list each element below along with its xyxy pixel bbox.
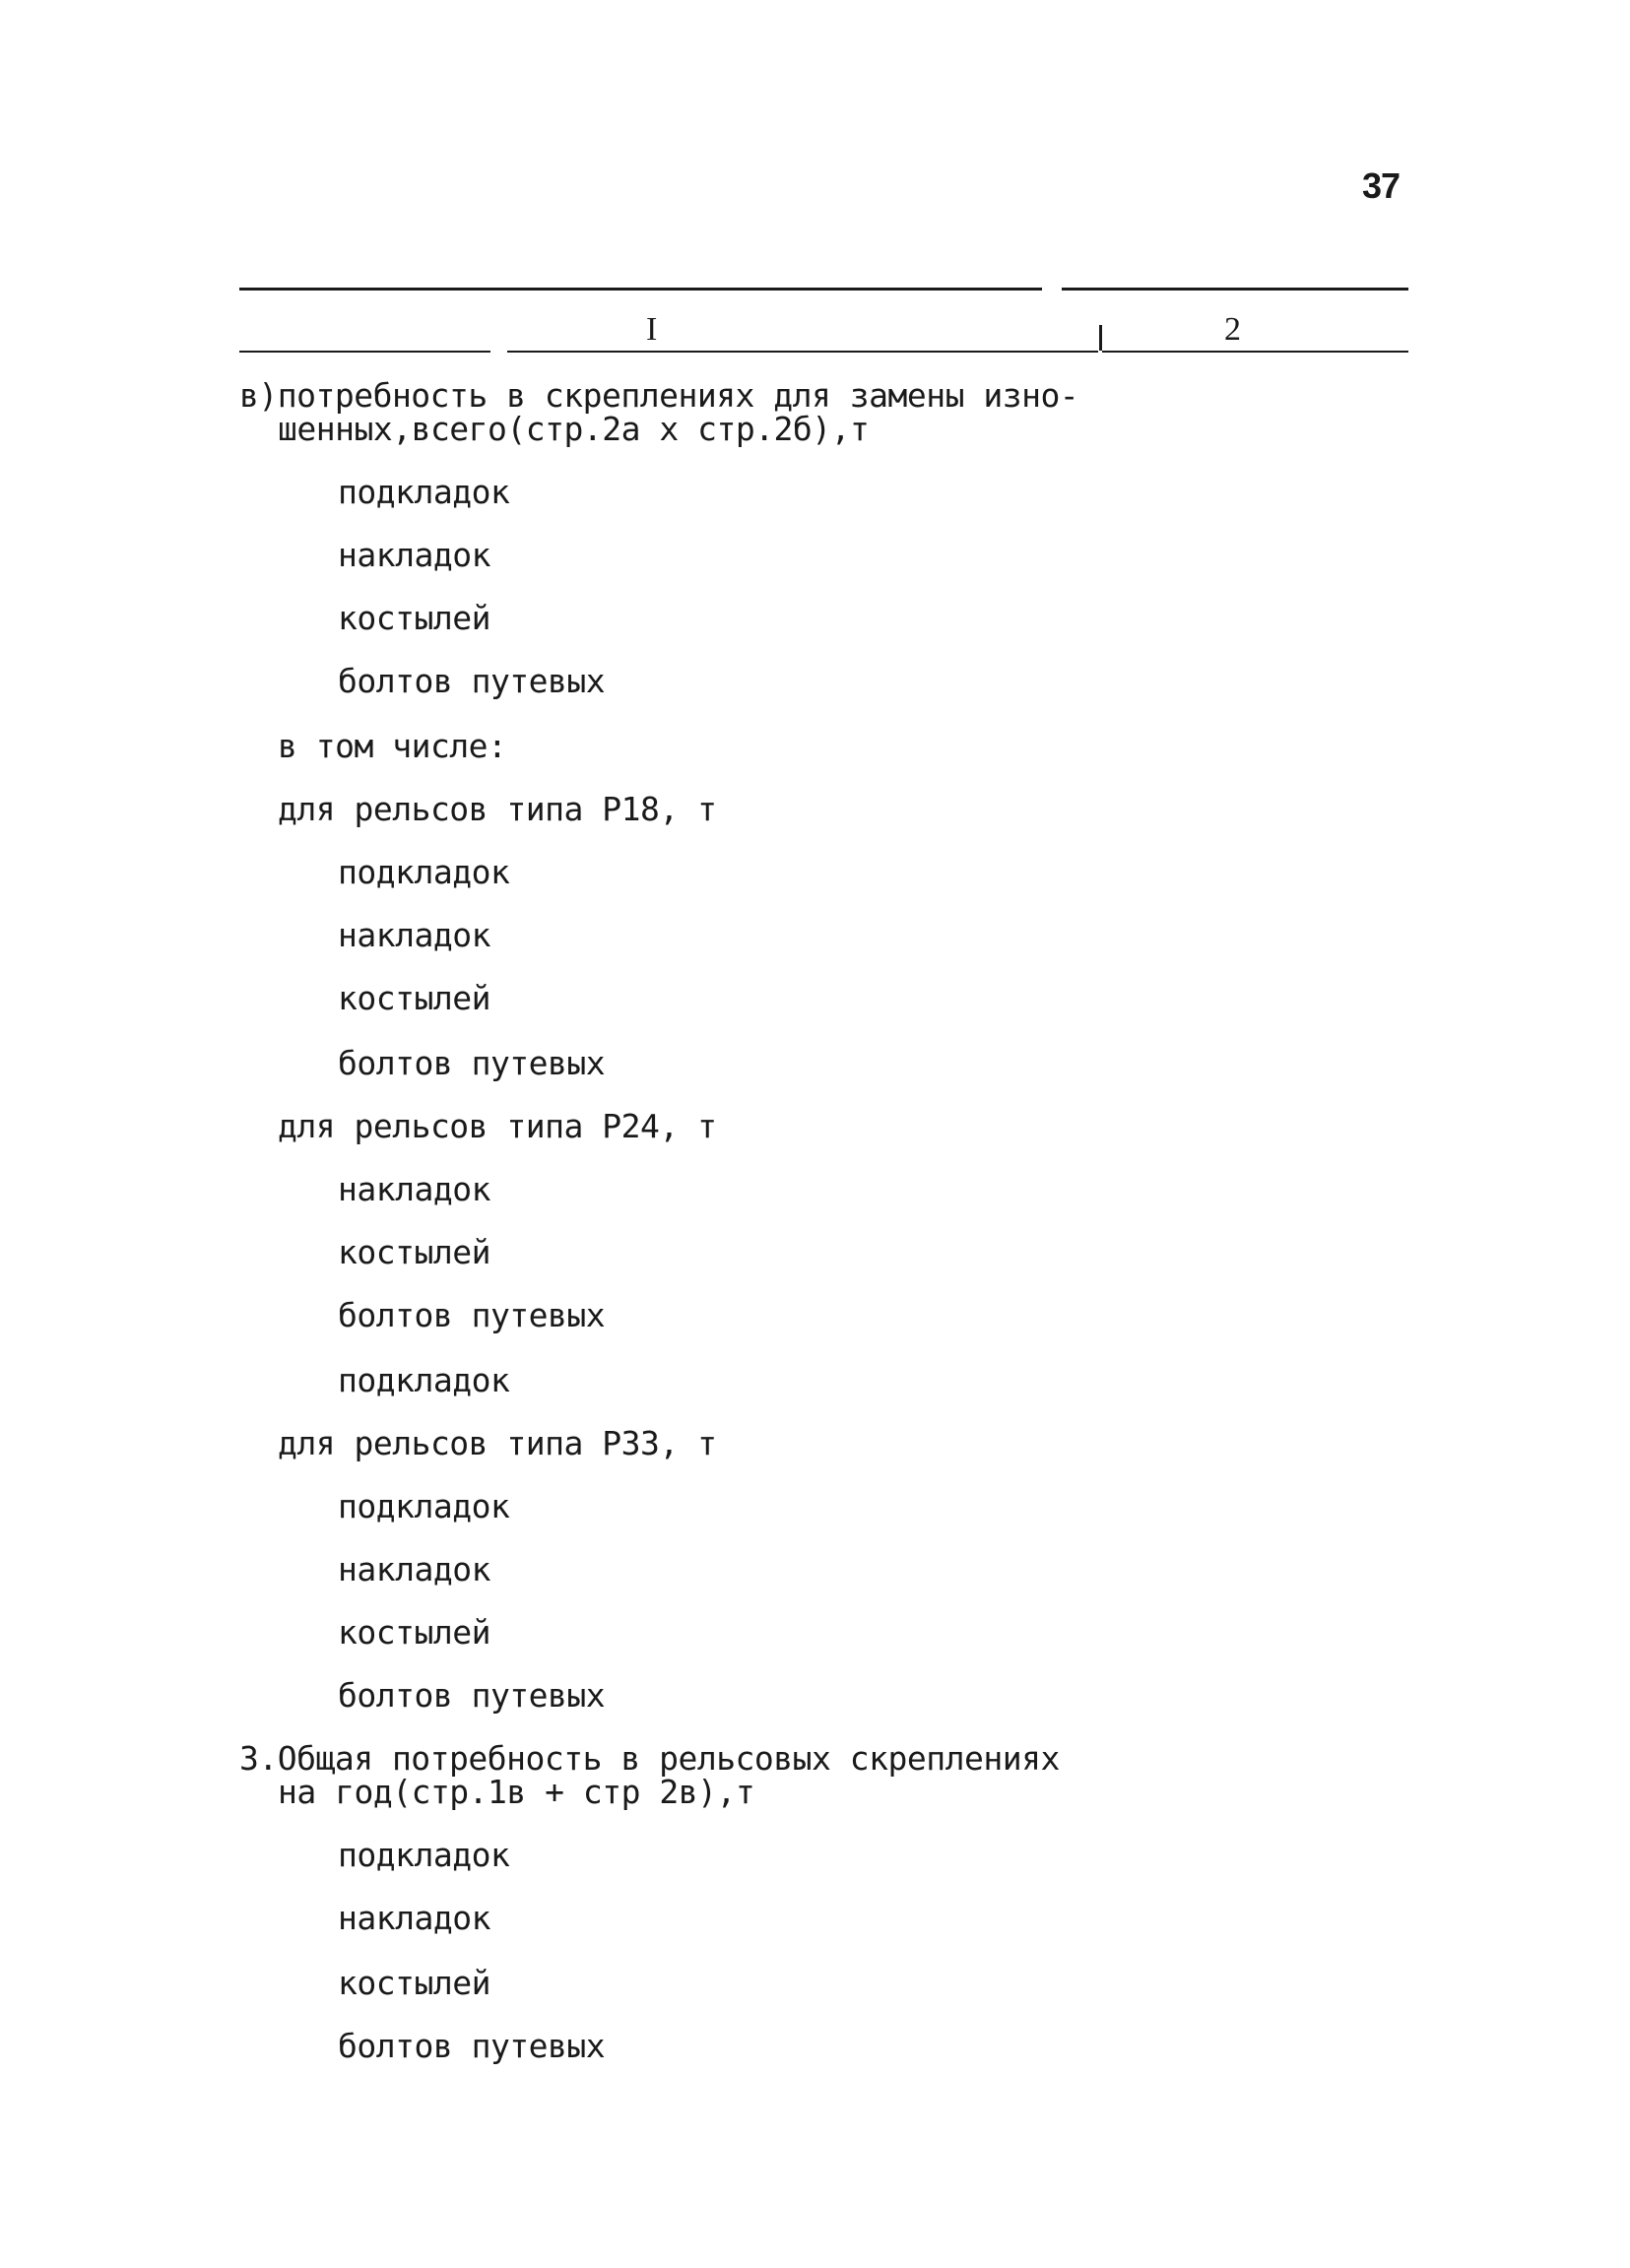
text-line-p24-nakladok: накладок [338, 1170, 490, 1208]
text-line-total-kostyley: костылей [338, 1964, 490, 2002]
text-line-p18-podkladok: подкладок [338, 853, 510, 891]
text-line-in-total: в том числе: [278, 727, 507, 765]
text-line-p33-boltov: болтов путевых [338, 1676, 606, 1715]
header-bottom-rule-left [239, 351, 490, 353]
text-line-nakladok: накладок [338, 536, 490, 574]
header-bottom-rule-mid [507, 351, 1098, 353]
text-line-p18-nakladok: накладок [338, 916, 490, 954]
text-line-rail-p33: для рельсов типа Р33, т [278, 1424, 717, 1462]
text-line-rail-p24: для рельсов типа Р24, т [278, 1107, 717, 1145]
header-bottom-rule-right [1102, 351, 1408, 353]
text-line-rail-p18: для рельсов типа Р18, т [278, 790, 717, 828]
page-number: 37 [1362, 165, 1401, 206]
text-line-p24-boltov: болтов путевых [338, 1296, 606, 1334]
text-line-p18-boltov: болтов путевых [338, 1044, 606, 1082]
text-line-p33-nakladok: накладок [338, 1550, 490, 1588]
text-line-total-boltov: болтов путевых [338, 2027, 606, 2065]
text-line-item-3-2: на год(стр.1в + стр 2в),т [278, 1773, 755, 1811]
column-header-2: 2 [1224, 311, 1241, 348]
text-line-p33-podkladok: подкладок [338, 1487, 510, 1525]
header-top-rule-right [1062, 288, 1408, 291]
text-line-p24-kostyley: костылей [338, 1233, 490, 1271]
column-separator [1099, 325, 1102, 351]
text-line-p33-kostyley: костылей [338, 1613, 490, 1652]
text-line-total-podkladok: подкладок [338, 1836, 510, 1874]
text-line-p24-podkladok: подкладок [338, 1361, 510, 1399]
text-line-boltov: болтов путевых [338, 662, 606, 700]
text-line-podkladok: подкладок [338, 473, 510, 511]
text-line-item-v-2: шенных,всего(стр.2а х стр.2б),т [278, 410, 870, 448]
text-line-kostyley: костылей [338, 599, 490, 637]
text-line-item-v-1: в)потребность в скреплениях для замены изно- [239, 376, 1079, 415]
column-header-1: I [646, 311, 658, 348]
text-line-item-3-1: 3.Общая потребность в рельсовых скреплениях [239, 1739, 1060, 1778]
text-line-p18-kostyley: костылей [338, 979, 490, 1017]
header-top-rule-left [239, 288, 1042, 291]
text-line-total-nakladok: накладок [338, 1899, 490, 1937]
